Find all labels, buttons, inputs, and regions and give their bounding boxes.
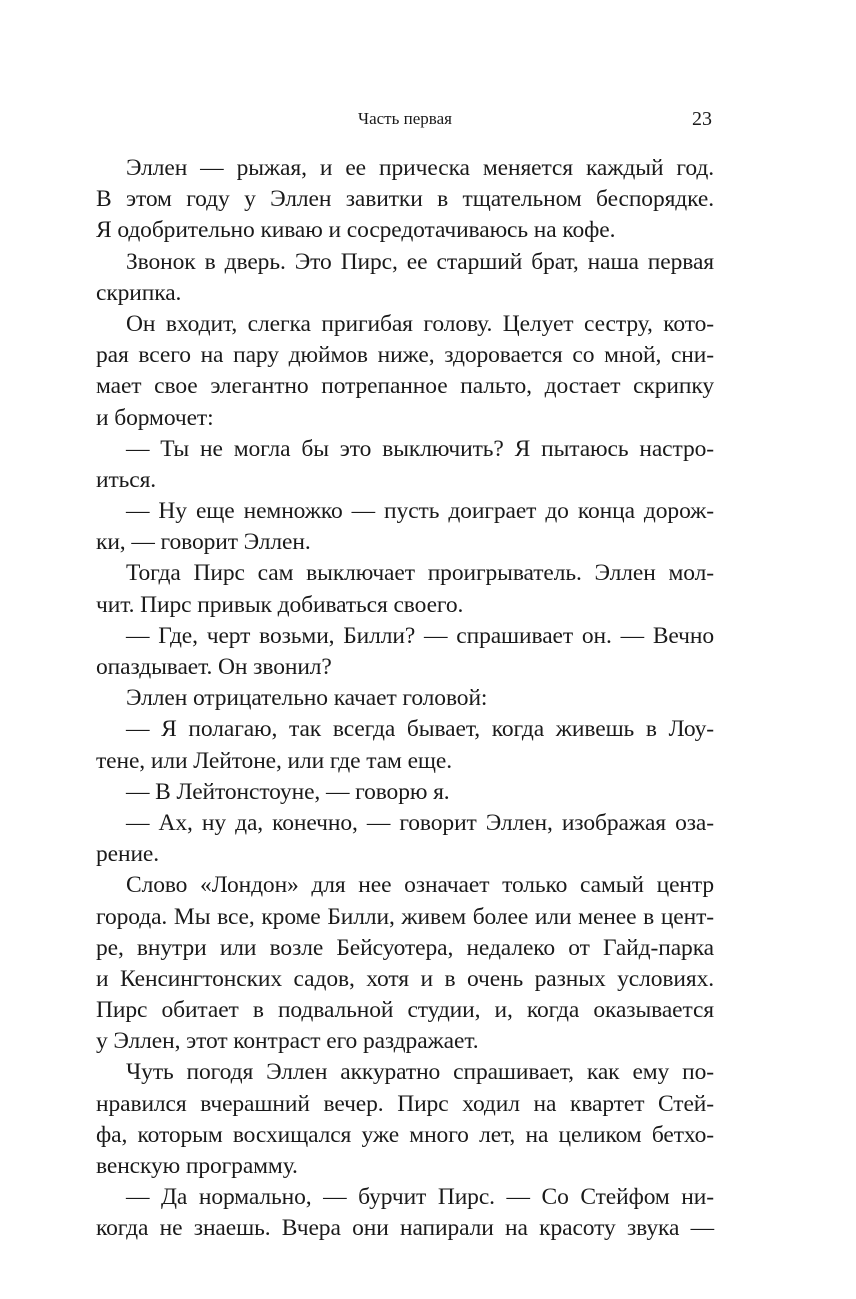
- text-line: города. Мы все, кроме Билли, живем более или менее в цент-: [96, 903, 714, 930]
- text-line: иться.: [96, 466, 157, 493]
- text-line: — Да нормально, — бурчит Пирс. — Со Стейфом ни-: [126, 1184, 714, 1211]
- text-line: ки, — говорит Эллен.: [96, 529, 311, 556]
- text-line: ре, внутри или возле Бейсуотера, недалеко от Гайд-парка: [96, 934, 714, 961]
- text-line: — Ах, ну да, конечно, — говорит Эллен, изображая оза-: [126, 809, 714, 836]
- text-line: — Я полагаю, так всегда бывает, когда живешь в Лоу-: [126, 716, 714, 743]
- text-line: Пирс обитает в подвальной студии, и, когда оказывается: [96, 997, 714, 1024]
- text-line: Он входит, слегка пригибая голову. Целует сестру, кото-: [126, 310, 714, 337]
- text-line: — В Лейтонстоуне, — говорю я.: [126, 778, 450, 805]
- text-line: мает свое элегантно потрепанное пальто, достает скрипку: [96, 373, 714, 400]
- text-line: Слово «Лондон» для нее означает только самый центр: [126, 872, 714, 899]
- text-line: когда не знаешь. Вчера они напирали на красоту звука —: [96, 1215, 714, 1242]
- text-line: и бормочет:: [96, 404, 214, 431]
- text-line: опаздывает. Он звонил?: [96, 654, 332, 680]
- page-number: 23: [692, 108, 712, 130]
- text-line: Эллен отрицательно качает головой:: [126, 685, 488, 712]
- text-line: и Кенсингтонских садов, хотя и в очень разных условиях.: [96, 965, 714, 992]
- text-line: Тогда Пирс сам выключает проигрыватель. Эллен мол-: [126, 560, 714, 587]
- text-line: Эллен — рыжая, и ее прическа меняется каждый год.: [126, 155, 714, 181]
- text-line: рая всего на пару дюймов ниже, здоровается со мной, сни-: [96, 342, 714, 369]
- running-title: Часть первая: [358, 109, 452, 128]
- text-line: скрипка.: [96, 279, 182, 306]
- text-line: — Ты не могла бы это выключить? Я пытаюсь настро-: [126, 435, 714, 462]
- text-line: — Ну еще немножко — пусть доиграет до конца дорож-: [126, 498, 714, 525]
- text-line: тене, или Лейтоне, или где там еще.: [96, 747, 453, 774]
- text-line: Звонок в дверь. Это Пирс, ее старший брат, наша первая: [126, 248, 714, 275]
- text-line: чит. Пирс привык добиваться своего.: [96, 591, 464, 618]
- body-text: [96, 153, 714, 1245]
- text-line: — Где, черт возьми, Билли? — спрашивает он. — Вечно: [126, 622, 714, 649]
- text-line: Я одобрительно киваю и сосредотачиваюсь на кофе.: [96, 217, 616, 244]
- running-head: [96, 106, 714, 132]
- text-line: Чуть погодя Эллен аккуратно спрашивает, как ему по-: [126, 1059, 714, 1086]
- text-line: рение.: [96, 841, 160, 868]
- text-line: нравился вчерашний вечер. Пирс ходил на квартет Стей-: [96, 1090, 714, 1117]
- text-line: у Эллен, этот контраст его раздражает.: [96, 1028, 479, 1055]
- text-line: венскую программу.: [96, 1153, 298, 1179]
- text-line: фа, которым восхищался уже много лет, на целиком бетхо-: [96, 1121, 714, 1148]
- text-line: В этом году у Эллен завитки в тщательном беспорядке.: [96, 186, 714, 213]
